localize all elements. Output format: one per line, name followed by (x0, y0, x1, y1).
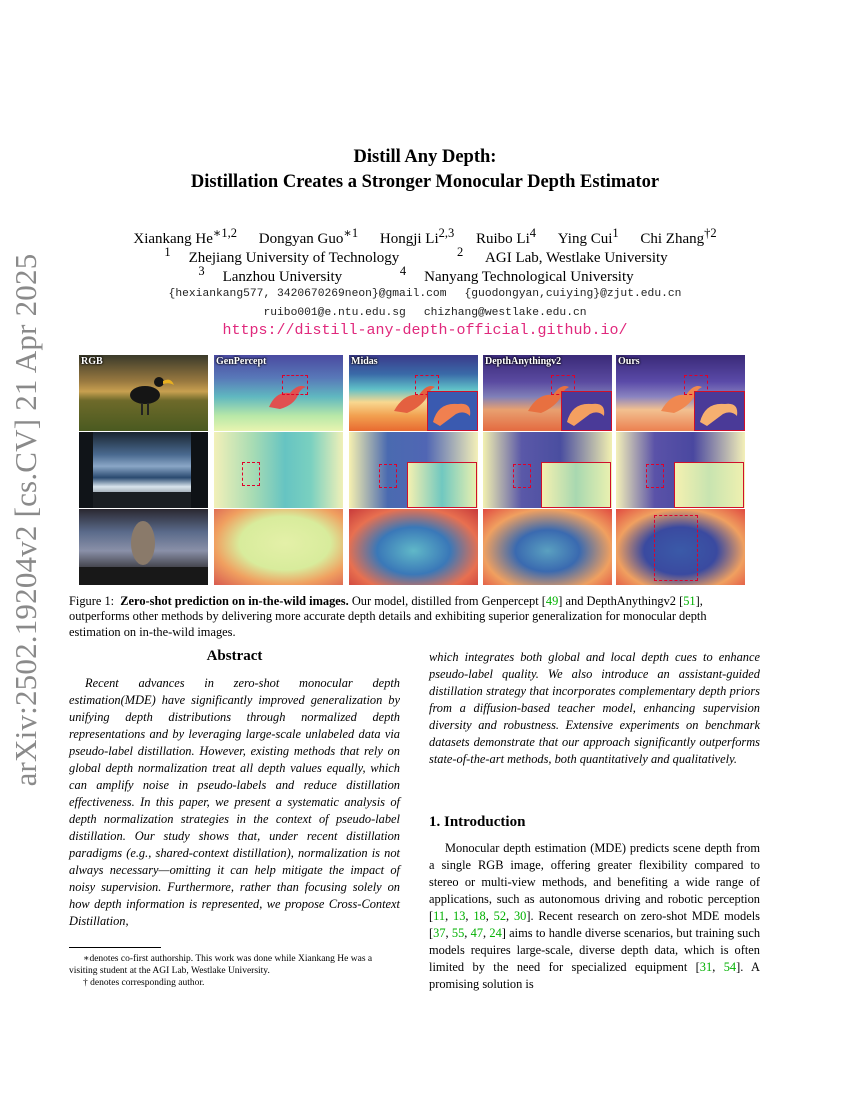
column-label-depthanythingv2: DepthAnythingv2 (485, 356, 562, 367)
author: Hongji Li$^{2,3}$ (379, 226, 455, 247)
citation-link[interactable]: 18 (473, 909, 486, 923)
citation-link[interactable]: 37 (433, 926, 446, 940)
right-column (429, 649, 760, 768)
zoom-region-box (282, 375, 308, 395)
column-label-ours: Ours (618, 356, 640, 367)
email: {hexiankang577, 3420670269neon}@gmail.com (168, 288, 447, 300)
depth-map-midas-sea (349, 432, 478, 508)
zoom-region-box (654, 515, 698, 581)
zoom-inset (541, 462, 611, 508)
depth-map-genpercept-bird (214, 355, 343, 431)
citation-link[interactable]: 11 (433, 909, 446, 923)
rgb-image-window-sea (79, 432, 208, 508)
zoom-region-box (242, 462, 260, 486)
figure-column-rgb (79, 355, 208, 585)
column-label-midas: Midas (351, 356, 378, 367)
footnote-corresponding: † denotes corresponding author. (83, 978, 205, 988)
title-line1: Distill Any Depth: (353, 147, 497, 167)
figure-column-depthanythingv2 (483, 355, 612, 585)
zoom-inset (561, 391, 612, 431)
depth-map-da2-sea (483, 432, 612, 508)
footnote-co-first: ∗denotes co-first authorship. This work was done while Xiankang He was a visiting student at the AGI Lab, Westlake University. (69, 954, 373, 976)
zoom-inset (674, 462, 744, 508)
abstract-text-right: which integrates both global and local depth cues to enhance pseudo-label quality. We also introduce an assistant-guided distillation strategy that incorporates complementary depth priors from a diffusion-based teacher model, enhancing supervision diversity and robustness. Extensive experiments on benchmark datasets demonstrate that our approach significantly outperforms state-of-the-art methods, both quantitatively and qualitatively. (429, 650, 760, 766)
abstract-heading: Abstract (206, 648, 263, 664)
affiliation: $^1$ Zhejiang University of Technology (164, 245, 400, 266)
citation-link[interactable]: 24 (489, 926, 502, 940)
citation-link[interactable]: 54 (723, 960, 737, 974)
abstract-text-left: Recent advances in zero-shot monocular depth estimation(MDE) have significantly improved generalization by unifying depth distributions through normalized depth representations and by leveraging large-scale unlabeled data via pseudo-label distillation. However, existing methods that rely on global depth normalization treat all depth values equally, which can amplify noise in pseudo-labels and reduce distillation effectiveness. In this paper, we present a systematic analysis of depth normalization strategies in the context of pseudo-label distillation. Our study shows that, under recent distillation paradigms (e.g., shared-context distillation), normalization is not always necessary—omitting it can help mitigate the impact of noisy supervision. Furthermore, rather than focusing solely on how depth information is represented, we propose Cross-Context Distillation, (69, 676, 400, 928)
zoom-region-box (646, 464, 664, 488)
intro-heading: 1. Introduction (429, 814, 526, 830)
affiliation: $^4$ Nanyang Technological University (399, 264, 634, 285)
citation-link[interactable]: 30 (513, 909, 527, 923)
emails-line1 (0, 288, 850, 300)
left-column (69, 648, 400, 930)
citation-link[interactable]: 52 (493, 909, 507, 923)
author: Ruibo Li$^4$ (476, 226, 537, 247)
zoom-inset (694, 391, 745, 431)
depth-map-genpercept-figure (214, 509, 343, 585)
affiliation: $^3$ Lanzhou University (198, 264, 343, 285)
author: Xiankang $He^{∗1,2}$ (133, 226, 238, 247)
figure-column-ours (616, 355, 745, 585)
citation-link[interactable]: 55 (451, 926, 465, 940)
depth-map-da2-figure (483, 509, 612, 585)
citation-link[interactable]: 49 (545, 594, 559, 608)
intro-paragraph: Monocular depth estimation (MDE) predicts scene depth from a single RGB image, offering greater flexibility compared to stereo or multi-view methods, and benefiting a wide range of applications, such as autonomous driving and robotic perception [11, 13, 18, 52, 30]. Recent research on zero-shot MDE models [37, 55, 47, 24] aims to handle diverse scenarios, but training such models requires large-scale, diverse depth data, which is often limited by the need for specialized equipment [31, 54]. A promising solution is (429, 841, 761, 991)
email: chizhang@westlake.edu.cn (423, 307, 587, 319)
emails-line2 (0, 307, 850, 319)
figure-column-genpercept (214, 355, 343, 585)
author: Ying Cui$^1$ (557, 226, 619, 247)
depth-map-da2-bird (483, 355, 612, 431)
author: Dongyan Guo$^{∗1}$ (258, 226, 359, 247)
arxiv-side-label: arXiv:2502.19204v2 [cs.CV] 21 Apr 2025 (8, 253, 43, 787)
depth-map-genpercept-sea (214, 432, 343, 508)
depth-map-midas-bird (349, 355, 478, 431)
figure-column-midas (349, 355, 478, 585)
column-label-genpercept: GenPercept (216, 356, 267, 367)
footnote-divider (69, 947, 161, 948)
author: Chi Zhang$^{\dagger 2}$ (640, 226, 717, 247)
citation-link[interactable]: 31 (699, 960, 713, 974)
column-label-rgb: RGB (81, 356, 103, 367)
affiliation: $^2$ AGI Lab, Westlake University (457, 245, 668, 266)
depth-map-ours-sea (616, 432, 745, 508)
depth-map-ours-figure (616, 509, 745, 585)
title-line2: Distillation Creates a Stronger Monocular Depth Estimator (190, 172, 660, 192)
figure-1 (79, 355, 745, 585)
zoom-inset (427, 391, 478, 431)
email: ruibo001@e.ntu.edu.sg (263, 307, 406, 319)
email: {guodongyan,cuiying}@zjut.edu.cn (464, 288, 682, 300)
figure-caption: Figure 1: Zero-shot prediction on in-the-wild images. Our model, distilled from Genpercept [49] and DepthAnythingv2 [51], outperforms other methods by delivering more accurate depth details and exhibiting superior generalization for monocular depth estimation on in-the-wild images. (69, 594, 707, 639)
project-url-link[interactable]: https://distill-any-depth-official.github.io/ (222, 322, 628, 339)
zoom-region-box (513, 464, 531, 488)
zoom-inset (407, 462, 477, 508)
rgb-image-window-figure (79, 509, 208, 585)
zoom-region-box (379, 464, 397, 488)
citation-link[interactable]: 13 (453, 909, 466, 923)
affiliations-line2 (0, 264, 850, 286)
citation-link[interactable]: 51 (683, 594, 696, 608)
depth-map-ours-bird (616, 355, 745, 431)
citation-link[interactable]: 47 (470, 926, 484, 940)
depth-map-midas-figure (349, 509, 478, 585)
rgb-image-bird (79, 355, 208, 431)
